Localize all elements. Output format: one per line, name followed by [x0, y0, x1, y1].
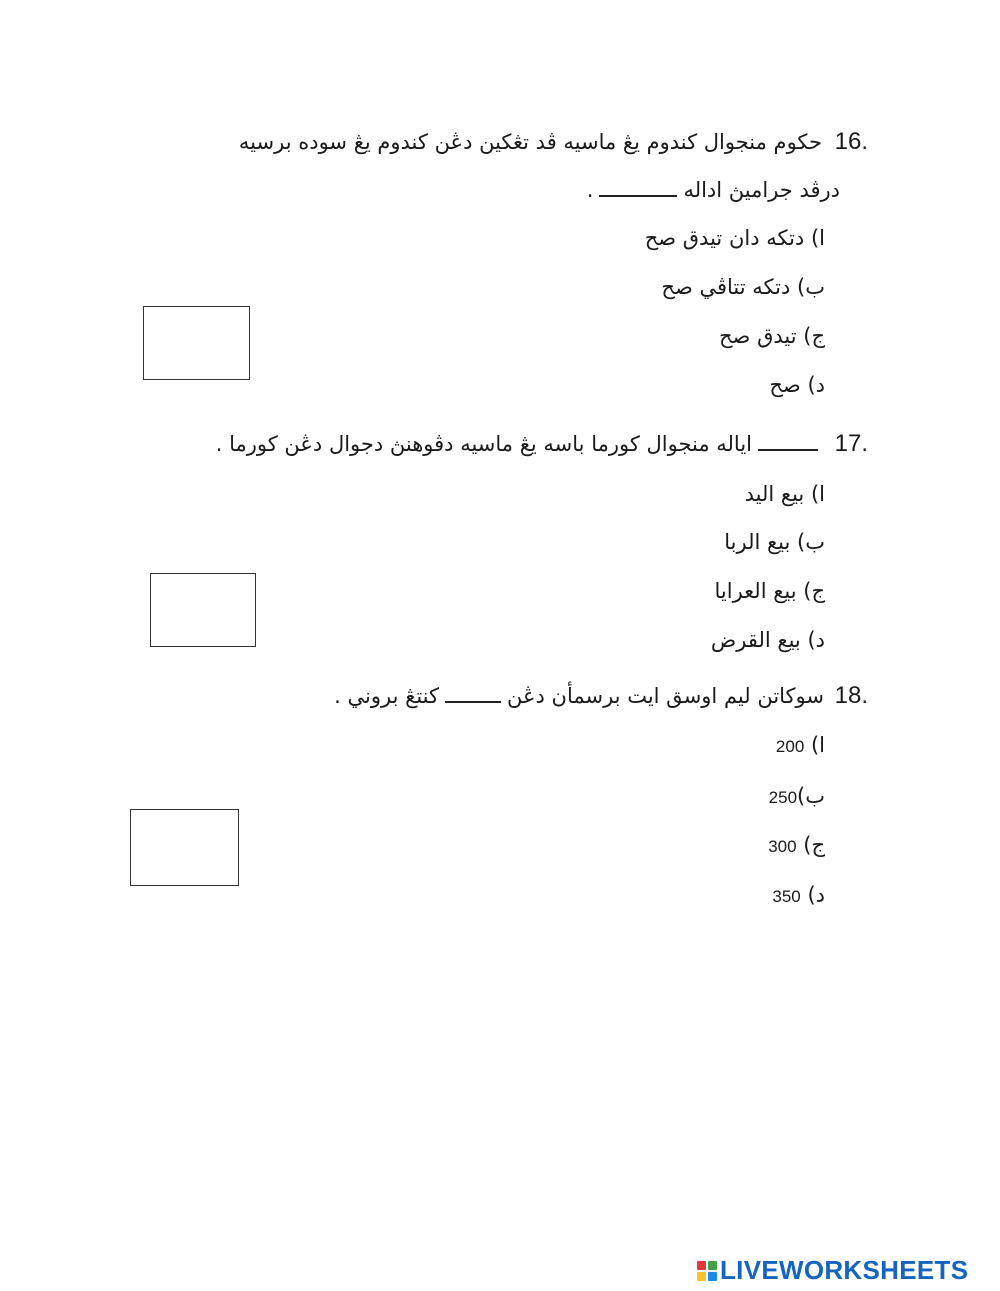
question-16-option-a [645, 226, 825, 250]
question-16-text-line2 [587, 178, 840, 202]
option-value: 350 [772, 887, 801, 906]
question-17-option-c [715, 579, 826, 603]
option-text: دتكه دان تيدق صح [644, 226, 805, 250]
question-17-option-d [711, 628, 825, 652]
option-letter: ج) [803, 579, 825, 603]
option-text: بيع القرض [710, 628, 801, 652]
question-16-option-b [661, 275, 825, 299]
question-16-answer-box[interactable] [143, 306, 250, 380]
option-text: بيع العرايا [714, 579, 797, 603]
option-value: 250 [768, 788, 798, 807]
question-18-text-after: كنتڠ بروني [347, 684, 439, 708]
option-text: بيع اليد [744, 482, 805, 506]
question-18-text-line1 [334, 684, 824, 708]
liveworksheets-logo[interactable] [697, 1255, 968, 1286]
question-16-text-line1: حكوم منجوال كندوم يڠ ماسيه ڤد تڠكين دڠن كندوم يڠ سوده برسيه [238, 130, 822, 154]
option-letter: ا) [810, 226, 825, 250]
question-18-option-b [769, 784, 825, 808]
question-18-blank [445, 701, 501, 703]
question-17-answer-box[interactable] [150, 573, 256, 647]
question-17-text-line1 [216, 432, 824, 456]
option-letter: ج) [803, 833, 825, 857]
option-text: بيع الربا [724, 530, 791, 554]
option-text: تيدق صح [719, 324, 797, 348]
option-letter: ا) [810, 733, 825, 757]
question-18-text-before: سوكاتن ليم اوسق ايت برسمأن دڠن [507, 684, 824, 708]
option-letter: ج) [803, 324, 825, 348]
question-18-number: 18. [834, 682, 868, 709]
question-16-number: 16. [834, 128, 868, 155]
question-17-period: . [215, 432, 223, 456]
option-letter: ب) [797, 784, 825, 808]
option-letter: ب) [797, 275, 825, 299]
question-16-period: . [586, 178, 594, 202]
option-letter: د) [807, 883, 825, 907]
liveworksheets-logo-icon [697, 1261, 717, 1281]
question-18-option-c [768, 833, 825, 857]
question-17-text: اياله منجوال كورما باسه يڠ ماسيه دڤوهنڽ دجوال دڠن كورما [229, 432, 752, 456]
question-16-text: درڤد جراميڽ اداله [683, 178, 840, 202]
option-letter: ا) [810, 482, 825, 506]
option-letter: ب) [797, 530, 825, 554]
option-text: صح [769, 373, 801, 397]
option-letter: د) [807, 373, 825, 397]
option-letter: د) [807, 628, 825, 652]
option-value: 200 [775, 737, 805, 756]
question-17-option-a [745, 482, 825, 506]
question-18-option-d [772, 883, 825, 907]
question-18-period: . [334, 684, 341, 708]
question-17-blank [758, 449, 818, 451]
question-17-number: 17. [834, 430, 868, 457]
question-16-option-d [769, 373, 825, 397]
question-16-blank [599, 195, 677, 197]
option-value: 300 [768, 837, 797, 856]
question-16-option-c [719, 324, 825, 348]
question-17-option-b [724, 530, 825, 554]
question-18-option-a [776, 733, 825, 757]
question-18-answer-box[interactable] [130, 809, 239, 886]
option-text: دتكه تتاڤي صح [661, 275, 791, 299]
logo-text: LIVEWORKSHEETS [720, 1255, 969, 1285]
